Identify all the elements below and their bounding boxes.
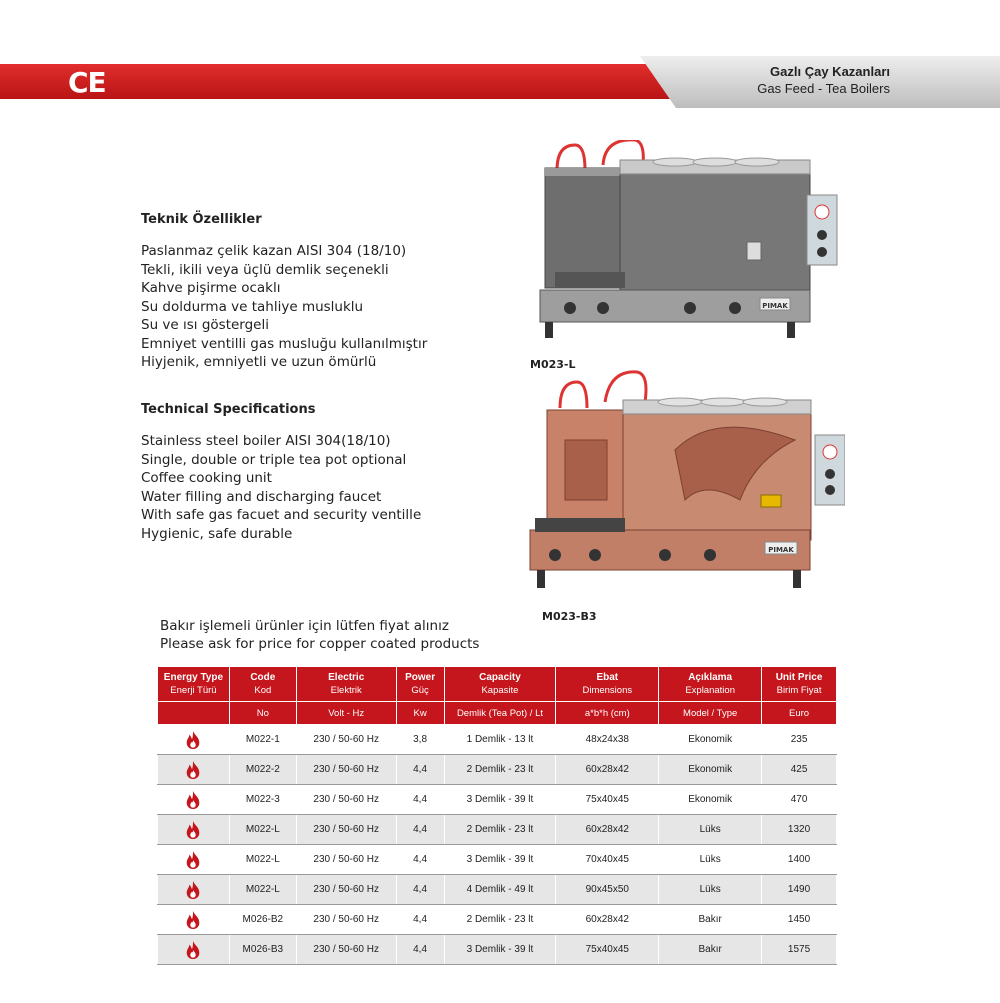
- header-unit-price: Unit Price Birim Fiyat: [762, 667, 837, 702]
- dimensions-cell: 90x45x50: [556, 875, 659, 905]
- table-units-row: [158, 702, 837, 725]
- spec-tr-item: Emniyet ventilli gas musluğu kullanılmıştır: [141, 335, 428, 352]
- gas-flame-icon: [184, 910, 202, 930]
- dimensions-cell: 48x24x38: [556, 725, 659, 755]
- code-cell: M022-1: [229, 725, 296, 755]
- header-dimensions: Ebat Dimensions: [556, 667, 659, 702]
- capacity-cell: 4 Demlik - 49 lt: [444, 875, 556, 905]
- table-header-row: [158, 667, 837, 702]
- table-row: [158, 815, 837, 845]
- capacity-cell: 3 Demlik - 39 lt: [444, 785, 556, 815]
- svg-text:PIMAK: PIMAK: [762, 302, 788, 310]
- electric-cell: 230 / 50-60 Hz: [296, 785, 396, 815]
- code-cell: M026-B3: [229, 935, 296, 965]
- power-cell: 4,4: [396, 785, 444, 815]
- header-power: Power Güç: [396, 667, 444, 702]
- type-cell: Bakır: [659, 935, 762, 965]
- price-table: [157, 666, 837, 965]
- type-cell: Lüks: [659, 815, 762, 845]
- price-cell: 1400: [762, 845, 837, 875]
- capacity-cell: 3 Demlik - 39 lt: [444, 935, 556, 965]
- gas-flame-icon: [184, 820, 202, 840]
- type-cell: Bakır: [659, 905, 762, 935]
- table-row: [158, 725, 837, 755]
- electric-cell: 230 / 50-60 Hz: [296, 755, 396, 785]
- power-cell: 4,4: [396, 935, 444, 965]
- copper-price-note: [160, 617, 479, 653]
- svg-text:PIMAK: PIMAK: [768, 546, 794, 554]
- header-electric: Electric Elektrik: [296, 667, 396, 702]
- table-row: [158, 875, 837, 905]
- title-tr: Gazlı Çay Kazanları: [770, 64, 890, 79]
- dimensions-cell: 75x40x45: [556, 785, 659, 815]
- spec-en-item: With safe gas facuet and security ventille: [141, 507, 422, 523]
- spec-tr-item: Paslanmaz çelik kazan AISI 304 (18/10): [141, 243, 407, 259]
- spec-tr-item: Su doldurma ve tahliye musluklu: [141, 298, 364, 315]
- electric-cell: 230 / 50-60 Hz: [296, 905, 396, 935]
- dimensions-cell: 60x28x42: [556, 755, 659, 785]
- code-cell: M022-L: [229, 815, 296, 845]
- table-row: [158, 755, 837, 785]
- electric-cell: 230 / 50-60 Hz: [296, 815, 396, 845]
- spec-tr-item: Su ve ısı göstergeli: [141, 317, 269, 333]
- type-cell: Lüks: [659, 875, 762, 905]
- header-titles: [757, 64, 890, 96]
- spec-tr-item: Kahve pişirme ocaklı: [141, 280, 281, 296]
- price-cell: 425: [762, 755, 837, 785]
- electric-cell: 230 / 50-60 Hz: [296, 935, 396, 965]
- capacity-cell: 2 Demlik - 23 lt: [444, 755, 556, 785]
- gas-flame-icon: [184, 730, 202, 750]
- header-explanation: Açıklama Explanation: [659, 667, 762, 702]
- code-cell: M026-B2: [229, 905, 296, 935]
- unit-cell: Euro: [762, 702, 837, 725]
- table-row: [158, 845, 837, 875]
- unit-cell: Kw: [396, 702, 444, 725]
- code-cell: M022-3: [229, 785, 296, 815]
- electric-cell: 230 / 50-60 Hz: [296, 725, 396, 755]
- electric-cell: 230 / 50-60 Hz: [296, 875, 396, 905]
- power-cell: 4,4: [396, 755, 444, 785]
- header-capacity: Capacity Kapasite: [444, 667, 556, 702]
- spec-en-item: Water filling and discharging faucet: [141, 488, 382, 505]
- energy-type-cell: [158, 935, 230, 965]
- power-cell: 4,4: [396, 815, 444, 845]
- power-cell: 4,4: [396, 905, 444, 935]
- type-cell: Ekonomik: [659, 755, 762, 785]
- spec-en-item: Stainless steel boiler AISI 304(18/10): [141, 433, 391, 449]
- price-cell: 1450: [762, 905, 837, 935]
- dimensions-cell: 70x40x45: [556, 845, 659, 875]
- electric-cell: 230 / 50-60 Hz: [296, 845, 396, 875]
- energy-type-cell: [158, 725, 230, 755]
- price-cell: 1490: [762, 875, 837, 905]
- ce-mark: CE: [68, 66, 106, 99]
- price-cell: 1320: [762, 815, 837, 845]
- gas-flame-icon: [184, 850, 202, 870]
- product-caption-m023-b3: M023-B3: [542, 610, 597, 623]
- table-row: [158, 905, 837, 935]
- power-cell: 4,4: [396, 845, 444, 875]
- spec-en-item: Coffee cooking unit: [141, 470, 272, 486]
- energy-type-cell: [158, 785, 230, 815]
- capacity-cell: 2 Demlik - 23 lt: [444, 815, 556, 845]
- spec-tr-item: Tekli, ikili veya üçlü demlik seçenekli: [141, 261, 389, 278]
- gas-flame-icon: [184, 880, 202, 900]
- unit-cell: Volt - Hz: [296, 702, 396, 725]
- dimensions-cell: 60x28x42: [556, 815, 659, 845]
- title-en: Gas Feed - Tea Boilers: [757, 81, 890, 96]
- copper-note-tr: Bakır işlemeli ürünler için lütfen fiyat alınız: [160, 618, 449, 634]
- product-image-m023-b3: [525, 370, 845, 595]
- capacity-cell: 2 Demlik - 23 lt: [444, 905, 556, 935]
- type-cell: Ekonomik: [659, 725, 762, 755]
- table-row: [158, 935, 837, 965]
- capacity-cell: 3 Demlik - 39 lt: [444, 845, 556, 875]
- gas-flame-icon: [184, 760, 202, 780]
- header-energy-type: Energy Type Enerji Türü: [158, 667, 230, 702]
- gas-flame-icon: [184, 940, 202, 960]
- capacity-cell: 1 Demlik - 13 lt: [444, 725, 556, 755]
- spec-en-item: Single, double or triple tea pot optional: [141, 451, 407, 468]
- energy-type-cell: [158, 755, 230, 785]
- power-cell: 3,8: [396, 725, 444, 755]
- product-image-m023-l: [525, 140, 845, 345]
- code-cell: M022-L: [229, 875, 296, 905]
- header-code: Code Kod: [229, 667, 296, 702]
- energy-type-cell: [158, 815, 230, 845]
- energy-type-cell: [158, 905, 230, 935]
- price-cell: 470: [762, 785, 837, 815]
- code-cell: M022-2: [229, 755, 296, 785]
- energy-type-cell: [158, 845, 230, 875]
- code-cell: M022-L: [229, 845, 296, 875]
- spec-en-item: Hygienic, safe durable: [141, 525, 293, 542]
- price-cell: 235: [762, 725, 837, 755]
- power-cell: 4,4: [396, 875, 444, 905]
- unit-cell: a*b*h (cm): [556, 702, 659, 725]
- unit-cell: [158, 702, 230, 725]
- product-caption-m023-l: M023-L: [530, 358, 576, 371]
- specs-en-heading: Technical Specifications: [141, 402, 316, 417]
- table-row: [158, 785, 837, 815]
- gas-flame-icon: [184, 790, 202, 810]
- specs-tr: [141, 212, 427, 372]
- unit-cell: Model / Type: [659, 702, 762, 725]
- price-cell: 1575: [762, 935, 837, 965]
- unit-cell: Demlik (Tea Pot) / Lt: [444, 702, 556, 725]
- spec-tr-item: Hiyjenik, emniyetli ve uzun ömürlü: [141, 354, 377, 370]
- energy-type-cell: [158, 875, 230, 905]
- type-cell: Ekonomik: [659, 785, 762, 815]
- copper-note-en: Please ask for price for copper coated products: [160, 636, 480, 652]
- specs-tr-heading: Teknik Özellikler: [141, 212, 262, 227]
- type-cell: Lüks: [659, 845, 762, 875]
- dimensions-cell: 75x40x45: [556, 935, 659, 965]
- specs-en: [141, 402, 421, 543]
- unit-cell: No: [229, 702, 296, 725]
- dimensions-cell: 60x28x42: [556, 905, 659, 935]
